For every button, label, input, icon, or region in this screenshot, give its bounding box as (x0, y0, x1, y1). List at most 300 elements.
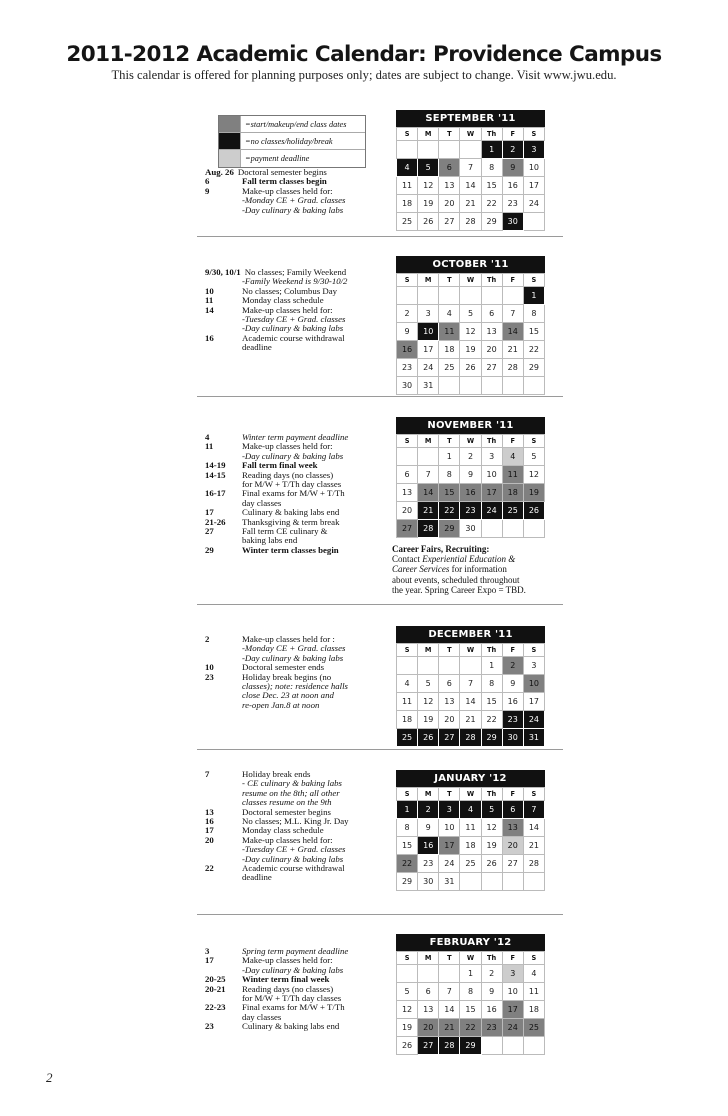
empty-cell (418, 287, 439, 305)
weekday-header: S (523, 644, 544, 657)
day-cell: 14 (418, 484, 439, 502)
career-note-line (392, 564, 552, 574)
event-item (205, 1022, 385, 1031)
empty-cell (523, 520, 544, 538)
weekday-header: F (502, 788, 523, 801)
page-subtitle: This calendar is offered for planning purposes only; dates are subject to change. Visit www.jwu.edu. (111, 68, 617, 82)
day-cell: 27 (439, 213, 460, 231)
day-cell: 18 (397, 195, 418, 213)
day-cell: 22 (523, 341, 544, 359)
week-row (397, 502, 545, 520)
week-row (397, 341, 545, 359)
event-line: Winter term payment deadline (242, 432, 349, 442)
event-item (205, 864, 385, 883)
day-cell: 9 (460, 466, 481, 484)
event-text (242, 306, 385, 334)
day-cell: 19 (460, 341, 481, 359)
day-cell: 31 (418, 377, 439, 395)
day-cell: 15 (481, 177, 502, 195)
day-cell: 12 (397, 1001, 418, 1019)
event-item (205, 187, 385, 215)
event-item (205, 770, 385, 808)
day-cell: 1 (523, 287, 544, 305)
day-cell: 26 (523, 502, 544, 520)
week-row (397, 177, 545, 195)
day-cell: 2 (481, 965, 502, 983)
career-fairs-note (392, 544, 552, 595)
week-row (397, 359, 545, 377)
event-text (242, 770, 385, 808)
legend-row (219, 116, 365, 133)
weekday-header: Th (481, 644, 502, 657)
event-line: No classes; M.L. King Jr. Day (242, 816, 349, 827)
weekday-header: Th (481, 435, 502, 448)
day-cell: 6 (439, 159, 460, 177)
day-cell: 28 (523, 855, 544, 873)
month-title: SEPTEMBER '11 (396, 110, 545, 127)
day-cell: 19 (418, 711, 439, 729)
event-item (205, 471, 385, 490)
event-line: -Day culinary & baking labs (242, 450, 344, 461)
day-cell: 23 (418, 855, 439, 873)
event-date: 14-19 (205, 460, 226, 471)
day-cell: 18 (460, 837, 481, 855)
day-cell: 10 (523, 159, 544, 177)
day-cell: 1 (481, 141, 502, 159)
section-divider (197, 236, 563, 237)
week-row (397, 448, 545, 466)
event-date: 9 (205, 185, 210, 196)
page-number: 2 (46, 1070, 53, 1085)
event-line: Winter term classes begin (242, 544, 339, 555)
weekday-header: F (502, 644, 523, 657)
day-cell: 9 (418, 819, 439, 837)
day-cell: 3 (439, 801, 460, 819)
week-row (397, 837, 545, 855)
day-cell: 23 (502, 195, 523, 213)
empty-cell (397, 141, 418, 159)
day-cell: 20 (397, 502, 418, 520)
weekday-header: Th (481, 274, 502, 287)
event-line: Doctoral semester begins (242, 806, 331, 817)
month-calendar (396, 256, 545, 395)
day-cell: 28 (502, 359, 523, 377)
empty-cell (523, 213, 544, 231)
weekday-header: F (502, 952, 523, 965)
week-row (397, 801, 545, 819)
day-cell: 24 (418, 359, 439, 377)
career-note-heading: Career Fairs, Recruiting: (392, 544, 490, 554)
day-cell: 26 (460, 359, 481, 377)
day-cell: 8 (439, 466, 460, 484)
event-line: Holiday break begins (no (242, 671, 332, 682)
empty-cell (439, 287, 460, 305)
event-line: Make-up classes held for: (242, 304, 333, 315)
day-cell: 14 (460, 693, 481, 711)
empty-cell (439, 377, 460, 395)
event-date: 16 (205, 816, 214, 827)
day-cell: 8 (523, 305, 544, 323)
event-line: -Day culinary & baking labs (242, 853, 344, 864)
day-cell: 29 (439, 520, 460, 538)
day-cell: 23 (502, 711, 523, 729)
weekday-header: T (439, 128, 460, 141)
empty-cell (397, 448, 418, 466)
day-cell: 13 (439, 693, 460, 711)
day-cell: 24 (523, 711, 544, 729)
day-cell: 2 (397, 305, 418, 323)
weekday-header: F (502, 274, 523, 287)
week-row (397, 484, 545, 502)
empty-cell (481, 873, 502, 891)
empty-cell (481, 520, 502, 538)
event-date: 11 (205, 441, 214, 452)
event-line: Academic course withdrawal (242, 863, 345, 874)
empty-cell (418, 657, 439, 675)
event-date: 14-15 (205, 469, 226, 480)
weekday-header: W (460, 644, 481, 657)
event-text (242, 956, 385, 975)
day-cell: 25 (397, 729, 418, 747)
day-cell: 18 (439, 341, 460, 359)
day-cell: 27 (481, 359, 502, 377)
day-cell: 19 (397, 1019, 418, 1037)
empty-cell (481, 1037, 502, 1055)
day-cell: 17 (481, 484, 502, 502)
event-date: 16-17 (205, 488, 226, 499)
empty-cell (502, 520, 523, 538)
day-cell: 25 (439, 359, 460, 377)
weekday-header: W (460, 128, 481, 141)
day-cell: 8 (460, 983, 481, 1001)
section-divider (197, 749, 563, 750)
day-cell: 24 (523, 195, 544, 213)
day-cell: 5 (523, 448, 544, 466)
day-cell: 6 (418, 983, 439, 1001)
event-line: Winter term final week (242, 974, 330, 985)
event-date: 27 (205, 526, 214, 537)
day-cell: 2 (460, 448, 481, 466)
day-cell: 31 (439, 873, 460, 891)
weekday-header: M (418, 952, 439, 965)
weekday-header: W (460, 952, 481, 965)
day-cell: 27 (439, 729, 460, 747)
event-item (205, 306, 385, 334)
day-cell: 10 (523, 675, 544, 693)
day-cell: 25 (502, 502, 523, 520)
legend-swatch (219, 150, 241, 167)
career-note-line (392, 554, 552, 564)
event-line: Culinary & baking labs end (242, 1021, 340, 1032)
empty-cell (397, 965, 418, 983)
weekday-header: M (418, 435, 439, 448)
day-cell: 8 (481, 675, 502, 693)
day-cell: 12 (481, 819, 502, 837)
month-title: JANUARY '12 (396, 770, 545, 787)
event-date: 2 (205, 634, 210, 644)
day-cell: 13 (481, 323, 502, 341)
day-cell: 28 (418, 520, 439, 538)
event-line: Make-up classes held for: (242, 185, 333, 196)
day-cell: 30 (418, 873, 439, 891)
week-row (397, 983, 545, 1001)
week-row (397, 377, 545, 395)
day-cell: 29 (523, 359, 544, 377)
event-text (242, 334, 385, 353)
event-line: -Day culinary & baking labs (242, 652, 344, 663)
event-date: 10 (205, 662, 214, 673)
day-cell: 4 (397, 159, 418, 177)
event-line: resume on the 8th; all other (242, 787, 340, 798)
day-cell: 5 (481, 801, 502, 819)
event-text (242, 527, 385, 546)
day-cell: 5 (397, 983, 418, 1001)
event-line: deadline (242, 342, 272, 353)
day-cell: 17 (439, 837, 460, 855)
event-list (205, 168, 385, 215)
event-line: Make-up classes held for: (242, 441, 333, 452)
event-date: Aug. 26 (205, 167, 234, 177)
legend-row (219, 133, 365, 150)
event-item (205, 334, 385, 353)
day-cell: 30 (460, 520, 481, 538)
event-text (242, 546, 385, 555)
empty-cell (460, 657, 481, 675)
day-cell: 27 (397, 520, 418, 538)
event-line: Make-up classes held for: (242, 955, 333, 966)
week-row (397, 141, 545, 159)
day-cell: 21 (523, 837, 544, 855)
weekday-header: S (397, 788, 418, 801)
day-cell: 11 (439, 323, 460, 341)
month-title: OCTOBER '11 (396, 256, 545, 273)
event-date: 22-23 (205, 1002, 226, 1013)
month-grid (396, 273, 545, 395)
day-cell: 22 (481, 195, 502, 213)
day-cell: 29 (481, 729, 502, 747)
career-note-text: Career Services (392, 564, 450, 575)
event-date: 13 (205, 806, 214, 817)
event-line: Doctoral semester begins (237, 167, 327, 177)
day-cell: 29 (481, 213, 502, 231)
event-line: -Day culinary & baking labs (242, 204, 344, 215)
event-list (205, 947, 385, 1032)
day-cell: 9 (481, 983, 502, 1001)
week-row (397, 693, 545, 711)
day-cell: 16 (418, 837, 439, 855)
month-title: FEBRUARY '12 (396, 934, 545, 951)
day-cell: 14 (523, 819, 544, 837)
day-cell: 8 (397, 819, 418, 837)
day-cell: 12 (418, 177, 439, 195)
day-cell: 18 (397, 711, 418, 729)
day-cell: 21 (460, 195, 481, 213)
day-cell: 26 (397, 1037, 418, 1055)
week-row (397, 965, 545, 983)
day-cell: 16 (460, 484, 481, 502)
day-cell: 3 (523, 657, 544, 675)
day-cell: 4 (439, 305, 460, 323)
day-cell: 12 (460, 323, 481, 341)
event-line: No classes; Family Weekend (244, 267, 347, 277)
day-cell: 30 (397, 377, 418, 395)
day-cell: 11 (397, 693, 418, 711)
legend-label: =no classes/holiday/break (245, 136, 333, 146)
empty-cell (418, 141, 439, 159)
event-date: 7 (205, 769, 210, 779)
event-line: Reading days (no classes) (242, 469, 334, 480)
event-date: 17 (205, 955, 214, 966)
day-cell: 4 (502, 448, 523, 466)
day-cell: 26 (418, 729, 439, 747)
day-cell: 14 (460, 177, 481, 195)
weekday-header: F (502, 128, 523, 141)
empty-cell (523, 1037, 544, 1055)
event-item (205, 956, 385, 975)
event-date: 17 (205, 825, 214, 836)
section-divider (197, 396, 563, 397)
day-cell: 28 (460, 213, 481, 231)
event-line: Make-up classes held for : (242, 634, 335, 644)
day-cell: 19 (523, 484, 544, 502)
weekday-header: S (397, 128, 418, 141)
day-cell: 2 (502, 657, 523, 675)
legend-label: =start/makeup/end class dates (245, 119, 347, 129)
day-cell: 17 (502, 1001, 523, 1019)
day-cell: 23 (460, 502, 481, 520)
week-row (397, 675, 545, 693)
event-list (205, 268, 385, 353)
month-calendar (396, 770, 545, 891)
event-line: close Dec. 23 at noon and (242, 690, 334, 701)
day-cell: 1 (439, 448, 460, 466)
event-item (205, 527, 385, 546)
event-text (242, 635, 385, 663)
week-row (397, 1001, 545, 1019)
event-text (242, 1003, 385, 1022)
empty-cell (523, 873, 544, 891)
weekday-header: T (439, 788, 460, 801)
day-cell: 15 (439, 484, 460, 502)
career-note-line: the year. Spring Career Expo = TBD. (392, 584, 526, 595)
day-cell: 23 (481, 1019, 502, 1037)
event-item (205, 635, 385, 663)
day-cell: 18 (502, 484, 523, 502)
event-item (205, 442, 385, 461)
day-cell: 19 (418, 195, 439, 213)
day-cell: 5 (460, 305, 481, 323)
month-title: DECEMBER '11 (396, 626, 545, 643)
event-date: 23 (205, 671, 214, 682)
day-cell: 13 (439, 177, 460, 195)
day-cell: 13 (397, 484, 418, 502)
day-cell: 23 (397, 359, 418, 377)
day-cell: 16 (397, 341, 418, 359)
day-cell: 22 (460, 1019, 481, 1037)
section-divider (197, 914, 563, 915)
event-line: Spring term payment deadline (242, 946, 349, 956)
day-cell: 16 (502, 693, 523, 711)
event-line: classes); note: residence halls (242, 681, 348, 692)
day-cell: 9 (397, 323, 418, 341)
weekday-header: M (418, 788, 439, 801)
event-date: 29 (205, 544, 214, 555)
event-line: -Day culinary & baking labs (242, 964, 344, 975)
week-row (397, 213, 545, 231)
empty-cell (502, 1037, 523, 1055)
day-cell: 22 (397, 855, 418, 873)
event-line: Fall term classes begin (242, 176, 327, 187)
day-cell: 25 (460, 855, 481, 873)
empty-cell (460, 377, 481, 395)
legend-row (219, 150, 365, 167)
day-cell: 7 (502, 305, 523, 323)
day-cell: 20 (439, 711, 460, 729)
day-cell: 6 (502, 801, 523, 819)
event-line: Thanksgiving & term break (242, 516, 340, 527)
week-row (397, 323, 545, 341)
event-date: 10 (205, 285, 214, 296)
day-cell: 21 (439, 1019, 460, 1037)
day-cell: 11 (460, 819, 481, 837)
career-note-text: for information (449, 564, 507, 575)
day-cell: 21 (460, 711, 481, 729)
day-cell: 4 (460, 801, 481, 819)
event-line: Final exams for M/W + T/Th (242, 1002, 345, 1013)
empty-cell (439, 965, 460, 983)
event-item (205, 985, 385, 1004)
day-cell: 4 (523, 965, 544, 983)
day-cell: 21 (418, 502, 439, 520)
empty-cell (502, 377, 523, 395)
day-cell: 7 (460, 159, 481, 177)
day-cell: 16 (481, 1001, 502, 1019)
day-cell: 2 (418, 801, 439, 819)
month-grid (396, 787, 545, 891)
event-line: -Monday CE + Grad. classes (242, 195, 346, 206)
event-line: - CE culinary & baking labs (242, 778, 342, 789)
event-date: 20 (205, 834, 214, 845)
event-item (205, 546, 385, 555)
week-row (397, 520, 545, 538)
legend-swatch (219, 116, 241, 132)
event-line: classes resume on the 9th (242, 797, 332, 808)
day-cell: 20 (502, 837, 523, 855)
month-calendar (396, 110, 545, 231)
event-item (205, 836, 385, 864)
legend (218, 115, 366, 168)
day-cell: 17 (523, 693, 544, 711)
event-text (242, 489, 385, 508)
empty-cell (418, 448, 439, 466)
weekday-header: S (397, 952, 418, 965)
event-date: 23 (205, 1021, 214, 1032)
event-date: 3 (205, 946, 210, 956)
event-date: 22 (205, 863, 214, 874)
event-line: deadline (242, 872, 272, 883)
event-line: Fall term final week (242, 460, 318, 471)
legend-label: =payment deadline (245, 154, 310, 163)
day-cell: 21 (502, 341, 523, 359)
day-cell: 22 (481, 711, 502, 729)
week-row (397, 873, 545, 891)
career-note-line: about events, scheduled throughout (392, 574, 520, 585)
event-date: 14 (205, 304, 214, 315)
weekday-header: S (397, 644, 418, 657)
event-line: for M/W + T/Th day classes (242, 993, 342, 1004)
month-grid (396, 127, 545, 231)
weekday-header: S (523, 128, 544, 141)
